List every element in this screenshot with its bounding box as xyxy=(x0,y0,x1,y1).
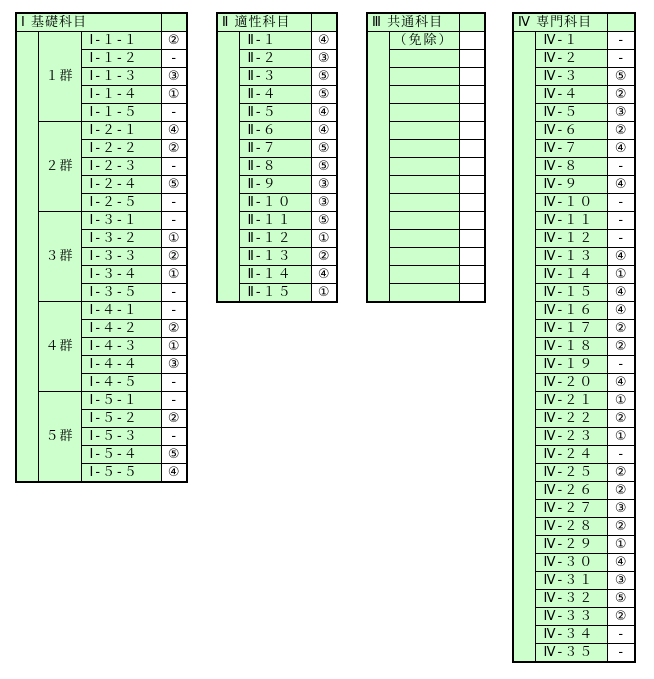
question-code: Ⅱ-１ xyxy=(239,32,311,50)
question-code: Ⅳ-１７ xyxy=(535,320,607,338)
question-code: Ⅳ-２０ xyxy=(535,374,607,392)
table-row xyxy=(16,122,187,140)
blank-answer-cell xyxy=(459,266,485,284)
group-label: ３群 xyxy=(38,212,81,302)
answer-value: ⑤ xyxy=(311,158,337,176)
question-code: Ⅳ-１ xyxy=(535,32,607,50)
question-code: Ⅰ-４-１ xyxy=(81,302,161,320)
answer-value: ④ xyxy=(311,104,337,122)
question-code: Ⅳ-２５ xyxy=(535,464,607,482)
question-code: Ⅰ-３-１ xyxy=(81,212,161,230)
blank-cell xyxy=(389,176,459,194)
table-row xyxy=(16,32,187,50)
question-code: Ⅳ-２２ xyxy=(535,410,607,428)
question-code: Ⅳ-３ xyxy=(535,68,607,86)
aptitude-left-gutter xyxy=(217,32,239,303)
answer-value: ④ xyxy=(311,266,337,284)
answer-value: ③ xyxy=(607,500,635,518)
question-code: Ⅰ-１-１ xyxy=(81,32,161,50)
group-label: ２群 xyxy=(38,122,81,212)
table-row xyxy=(16,302,187,320)
question-code: Ⅱ-２ xyxy=(239,50,311,68)
answer-value: ⑤ xyxy=(311,86,337,104)
answer-value: ③ xyxy=(311,194,337,212)
aptitude-subjects-table xyxy=(216,12,338,303)
group-label: ４群 xyxy=(38,302,81,392)
answer-value: - xyxy=(607,644,635,663)
basic-subjects-answer-header xyxy=(161,13,187,32)
question-code: Ⅰ-２-２ xyxy=(81,140,161,158)
question-code: Ⅳ-３０ xyxy=(535,554,607,572)
question-code: Ⅰ-２-５ xyxy=(81,194,161,212)
question-code: Ⅰ-５-４ xyxy=(81,446,161,464)
answer-value: ⑤ xyxy=(311,212,337,230)
question-code: Ⅰ-１-３ xyxy=(81,68,161,86)
answer-value: - xyxy=(161,194,187,212)
question-code: Ⅳ-１８ xyxy=(535,338,607,356)
answer-value: ④ xyxy=(607,374,635,392)
answer-value: ② xyxy=(161,140,187,158)
table-row xyxy=(367,32,485,50)
answer-value: - xyxy=(161,158,187,176)
basic-left-gutter xyxy=(16,32,38,483)
basic-subjects-title: Ⅰ 基礎科目 xyxy=(16,13,161,32)
aptitude-subjects-title: Ⅱ 適性科目 xyxy=(217,13,311,32)
answer-value: ① xyxy=(607,392,635,410)
answer-value: ② xyxy=(607,410,635,428)
answer-value: ④ xyxy=(607,176,635,194)
answer-value: ② xyxy=(607,86,635,104)
answer-value: ① xyxy=(607,428,635,446)
blank-cell xyxy=(389,212,459,230)
question-code: Ⅳ-２９ xyxy=(535,536,607,554)
question-code: Ⅰ-５-３ xyxy=(81,428,161,446)
answer-value: ① xyxy=(161,266,187,284)
blank-cell xyxy=(389,122,459,140)
question-code: Ⅳ-２７ xyxy=(535,500,607,518)
specialized-subjects-table xyxy=(512,12,636,663)
answer-value: ③ xyxy=(161,68,187,86)
answer-value: ① xyxy=(311,284,337,303)
question-code: Ⅰ-５-５ xyxy=(81,464,161,483)
blank-answer-cell xyxy=(459,230,485,248)
blank-answer-cell xyxy=(459,68,485,86)
question-code: Ⅰ-５-２ xyxy=(81,410,161,428)
specialized-subjects-title: Ⅳ 専門科目 xyxy=(513,13,607,32)
answer-value: ① xyxy=(161,338,187,356)
answer-value: ③ xyxy=(161,356,187,374)
answer-value: ④ xyxy=(311,32,337,50)
answer-value: - xyxy=(161,50,187,68)
answer-value: ③ xyxy=(311,50,337,68)
blank-cell xyxy=(389,50,459,68)
answer-value: ⑤ xyxy=(161,176,187,194)
answer-value: ① xyxy=(311,230,337,248)
question-code: Ⅳ-１４ xyxy=(535,266,607,284)
group-label: １群 xyxy=(38,32,81,122)
question-code: Ⅱ-１４ xyxy=(239,266,311,284)
question-code: Ⅱ-６ xyxy=(239,122,311,140)
answer-value: - xyxy=(607,212,635,230)
specialized-left-gutter xyxy=(513,32,535,663)
answer-value: ④ xyxy=(607,554,635,572)
answer-value: ⑤ xyxy=(161,446,187,464)
answer-value: ④ xyxy=(161,122,187,140)
blank-answer-cell xyxy=(459,50,485,68)
answer-value: - xyxy=(607,32,635,50)
question-code: Ⅳ-７ xyxy=(535,140,607,158)
group-label: ５群 xyxy=(38,392,81,483)
answer-value: ③ xyxy=(607,572,635,590)
common-subjects-table xyxy=(366,12,486,303)
blank-cell xyxy=(389,266,459,284)
question-code: Ⅳ-３５ xyxy=(535,644,607,663)
answer-value: ⑤ xyxy=(311,140,337,158)
table-row xyxy=(16,212,187,230)
blank-answer-cell xyxy=(459,194,485,212)
question-code: Ⅱ-８ xyxy=(239,158,311,176)
question-code: Ⅰ-４-４ xyxy=(81,356,161,374)
question-code: Ⅱ-５ xyxy=(239,104,311,122)
common-left-gutter xyxy=(367,32,389,303)
question-code: Ⅳ-３４ xyxy=(535,626,607,644)
blank-answer-cell xyxy=(459,248,485,266)
answer-value: - xyxy=(607,626,635,644)
question-code: Ⅳ-２４ xyxy=(535,446,607,464)
question-code: Ⅱ-１３ xyxy=(239,248,311,266)
table-row xyxy=(513,32,635,50)
answer-value: ④ xyxy=(311,122,337,140)
question-code: Ⅰ-４-５ xyxy=(81,374,161,392)
question-code: Ⅰ-２-４ xyxy=(81,176,161,194)
question-code: Ⅳ-１９ xyxy=(535,356,607,374)
blank-answer-cell xyxy=(459,122,485,140)
answer-value: ② xyxy=(607,338,635,356)
blank-answer-cell xyxy=(459,86,485,104)
answer-value: - xyxy=(161,374,187,392)
table-row xyxy=(16,392,187,410)
question-code: Ⅱ-１２ xyxy=(239,230,311,248)
answer-value: ④ xyxy=(161,464,187,483)
answer-value: - xyxy=(607,230,635,248)
question-code: Ⅰ-２-３ xyxy=(81,158,161,176)
question-code: Ⅰ-２-１ xyxy=(81,122,161,140)
question-code: Ⅱ-１０ xyxy=(239,194,311,212)
blank-cell xyxy=(389,68,459,86)
answer-value: ① xyxy=(161,86,187,104)
question-code: Ⅱ-１１ xyxy=(239,212,311,230)
question-code: Ⅳ-２８ xyxy=(535,518,607,536)
answer-value: ③ xyxy=(607,104,635,122)
answer-value: ④ xyxy=(607,140,635,158)
blank-answer-cell xyxy=(459,104,485,122)
question-code: Ⅳ-２６ xyxy=(535,482,607,500)
question-code: Ⅱ-４ xyxy=(239,86,311,104)
question-code: Ⅳ-２１ xyxy=(535,392,607,410)
blank-answer-cell xyxy=(459,158,485,176)
question-code: Ⅳ-４ xyxy=(535,86,607,104)
question-code: Ⅰ-３-５ xyxy=(81,284,161,302)
answer-value: ② xyxy=(607,608,635,626)
blank-cell xyxy=(389,230,459,248)
blank-answer-cell xyxy=(459,140,485,158)
question-code: Ⅳ-５ xyxy=(535,104,607,122)
question-code: Ⅱ-７ xyxy=(239,140,311,158)
answer-value: ② xyxy=(161,32,187,50)
aptitude-subjects-answer-header xyxy=(311,13,337,32)
question-code: Ⅱ-１５ xyxy=(239,284,311,303)
question-code: Ⅳ-３３ xyxy=(535,608,607,626)
answer-value: ④ xyxy=(607,248,635,266)
question-code: Ⅰ-４-２ xyxy=(81,320,161,338)
answer-value: - xyxy=(607,50,635,68)
question-code: Ⅳ-１５ xyxy=(535,284,607,302)
answer-value: - xyxy=(161,392,187,410)
question-code: Ⅰ-４-３ xyxy=(81,338,161,356)
answer-value: - xyxy=(607,356,635,374)
answer-value: - xyxy=(607,158,635,176)
answer-value: - xyxy=(607,194,635,212)
answer-value: ④ xyxy=(607,302,635,320)
question-code: Ⅳ-２ xyxy=(535,50,607,68)
question-code: Ⅱ-９ xyxy=(239,176,311,194)
question-code: Ⅳ-１１ xyxy=(535,212,607,230)
answer-value: - xyxy=(161,212,187,230)
answer-value: ③ xyxy=(311,176,337,194)
answer-value: - xyxy=(161,428,187,446)
answer-value: ① xyxy=(607,536,635,554)
table-row xyxy=(217,32,337,50)
blank-cell xyxy=(389,194,459,212)
question-code: Ⅱ-３ xyxy=(239,68,311,86)
blank-cell xyxy=(389,158,459,176)
answer-value: ① xyxy=(607,266,635,284)
blank-cell xyxy=(389,140,459,158)
answer-value: - xyxy=(161,284,187,302)
answer-value: ② xyxy=(161,320,187,338)
question-code: Ⅰ-１-２ xyxy=(81,50,161,68)
question-code: Ⅰ-３-３ xyxy=(81,248,161,266)
answer-value: ② xyxy=(607,320,635,338)
blank-answer-cell xyxy=(459,32,485,50)
answer-value: ② xyxy=(311,248,337,266)
question-code: Ⅳ-１０ xyxy=(535,194,607,212)
answer-value: ② xyxy=(607,464,635,482)
question-code: Ⅳ-３１ xyxy=(535,572,607,590)
answer-value: ⑤ xyxy=(311,68,337,86)
basic-subjects-table xyxy=(15,12,188,483)
blank-answer-cell xyxy=(459,284,485,303)
answer-value: ② xyxy=(607,518,635,536)
answer-value: - xyxy=(161,104,187,122)
question-code: Ⅰ-１-４ xyxy=(81,86,161,104)
answer-value: ② xyxy=(161,410,187,428)
question-code: Ⅳ-３２ xyxy=(535,590,607,608)
answer-value: ④ xyxy=(607,284,635,302)
answer-value: ① xyxy=(161,230,187,248)
common-subjects-title: Ⅲ 共通科目 xyxy=(367,13,459,32)
question-code: Ⅰ-３-２ xyxy=(81,230,161,248)
question-code: Ⅳ-２３ xyxy=(535,428,607,446)
answer-value: ② xyxy=(161,248,187,266)
answer-value: ② xyxy=(607,482,635,500)
answer-value: ⑤ xyxy=(607,68,635,86)
question-code: Ⅰ-５-１ xyxy=(81,392,161,410)
question-code: Ⅳ-９ xyxy=(535,176,607,194)
question-code: Ⅳ-１３ xyxy=(535,248,607,266)
blank-answer-cell xyxy=(459,176,485,194)
common-subjects-answer-header xyxy=(459,13,485,32)
blank-answer-cell xyxy=(459,212,485,230)
blank-cell xyxy=(389,104,459,122)
question-code: Ⅰ-１-５ xyxy=(81,104,161,122)
question-code: Ⅳ-１２ xyxy=(535,230,607,248)
answer-value: - xyxy=(161,302,187,320)
exempt-note: （免除） xyxy=(389,32,459,50)
question-code: Ⅳ-１６ xyxy=(535,302,607,320)
blank-cell xyxy=(389,248,459,266)
question-code: Ⅳ-８ xyxy=(535,158,607,176)
specialized-subjects-answer-header xyxy=(607,13,635,32)
answer-value: - xyxy=(607,446,635,464)
answer-value: ② xyxy=(607,122,635,140)
answer-value: ⑤ xyxy=(607,590,635,608)
question-code: Ⅳ-６ xyxy=(535,122,607,140)
question-code: Ⅰ-３-４ xyxy=(81,266,161,284)
blank-cell xyxy=(389,284,459,303)
blank-cell xyxy=(389,86,459,104)
